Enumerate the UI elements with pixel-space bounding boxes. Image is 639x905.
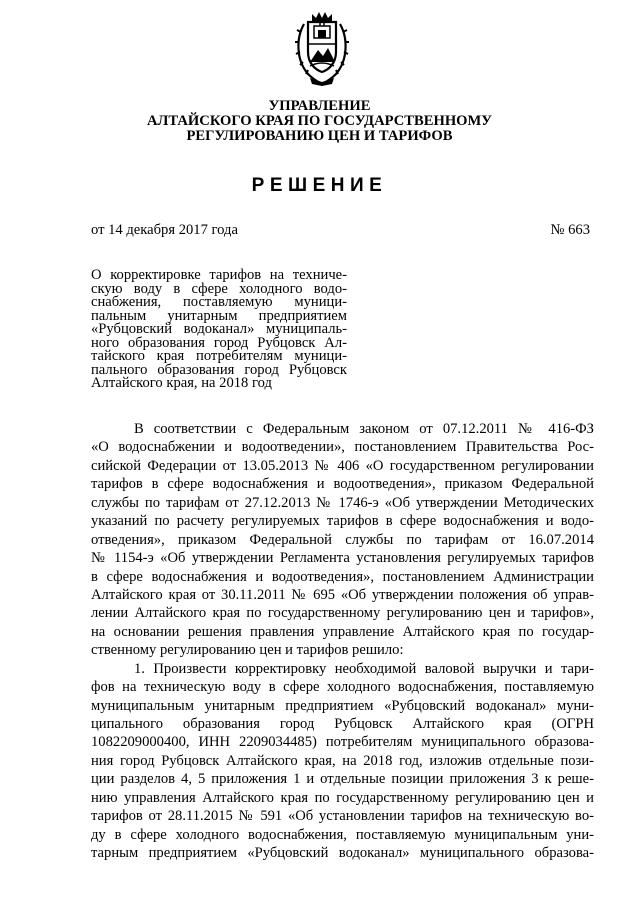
coat-of-arms-icon — [294, 8, 350, 86]
body-line: тарным предприятием «Рубцовский водоканал» муниципального образова- — [91, 845, 594, 862]
body-line: В соответствии с Федеральным законом от 07.12.2011 № 416-ФЗ — [134, 421, 594, 437]
body-line: нию управления Алтайского края по государственному регулированию цен и — [91, 789, 594, 806]
document-number: № 663 — [550, 222, 590, 238]
subject-line: снабжения, поставляемую муници- — [91, 294, 347, 310]
body-line: № 1154-э «Об утверждении Регламента установления регулируемых тарифов — [91, 550, 594, 567]
body-line: ственному регулированию цен и тарифов решило: — [91, 642, 404, 659]
subject-line: пальным унитарным предприятием — [91, 307, 347, 324]
document-type-title: РЕШЕНИЕ — [251, 175, 388, 196]
subject-line: ного образования город Рубцовск Ал- — [91, 334, 347, 351]
authority-line: УПРАВЛЕНИЕ — [268, 98, 371, 114]
body-line: 1082209000400, ИНН 2209034485) потребителям муниципального образова- — [91, 734, 594, 751]
subject-line: О корректировке тарифов на техниче- — [91, 267, 347, 283]
body-line: в сфере водоснабжения и водоотведения», постановлением Администрации — [91, 568, 594, 585]
subject-line: пального образования город Рубцовск — [91, 361, 347, 378]
document-body — [91, 420, 594, 863]
body-line: ния город Рубцовск Алтайского края, на 2018 год, изложив отдельные пози- — [91, 752, 594, 769]
body-line: 1. Произвести корректировку необходимой валовой выручки и тари- — [134, 660, 594, 677]
body-line: тарифов в сфере водоснабжения и водоотведения», приказом Федеральной — [91, 476, 594, 493]
body-line: Алтайского края от 30.11.2011 № 695 «Об утверждении положения об управ- — [91, 586, 594, 603]
authority-line: РЕГУЛИРОВАНИЮ ЦЕН И ТАРИФОВ — [186, 128, 453, 144]
body-line: тарифов от 28.11.2015 № 591 «Об установлении тарифов на техническую во- — [91, 808, 594, 825]
authority-line: АЛТАЙСКОГО КРАЯ ПО ГОСУДАРСТВЕННОМУ — [146, 113, 493, 129]
body-line: фов на техническую воду в сфере холодного водоснабжения, поставляемую — [91, 679, 594, 696]
body-line: ду в сфере холодного водоснабжения, поставляемую муниципальным уни- — [91, 826, 594, 843]
body-line: ципального образования город Рубцовск Алтайского края (ОГРН — [91, 716, 594, 732]
document-subject — [91, 269, 347, 391]
body-line: на основании решения правления управление Алтайского края по государ- — [91, 623, 594, 640]
issuing-authority — [0, 99, 639, 144]
subject-line: Алтайского края, на 2018 год — [91, 375, 272, 391]
subject-line: тайского края потребителям муници- — [91, 348, 347, 364]
body-line: отведения», приказом Федеральной службы по тарифам от 16.07.2014 — [91, 531, 594, 548]
body-line: сийской Федерации от 13.05.2013 № 406 «О государственном регулировании — [91, 457, 594, 474]
document-date: от 14 декабря 2017 года — [91, 222, 238, 238]
body-line: указаний по расчету регулируемых тарифов в сфере водоснабжения и водо- — [91, 513, 594, 530]
body-line: лении Алтайского края по государственному регулированию цен и тарифов», — [91, 605, 594, 622]
body-line: муниципальным унитарным предприятием «Рубцовский водоканал» муни- — [91, 697, 594, 714]
body-line: службы по тарифам от 27.12.2013 № 1746-э «Об утверждении Методических — [91, 494, 594, 511]
body-line: «О водоснабжении и водоотведении», постановлением Правительства Рос- — [91, 439, 594, 456]
body-line: ции разделов 4, 5 приложения 1 и отдельные позиции приложения 3 к реше- — [91, 771, 594, 788]
subject-line: «Рубцовский водоканал» муниципаль- — [91, 321, 347, 337]
subject-line: скую воду в сфере холодного водо- — [91, 280, 347, 297]
